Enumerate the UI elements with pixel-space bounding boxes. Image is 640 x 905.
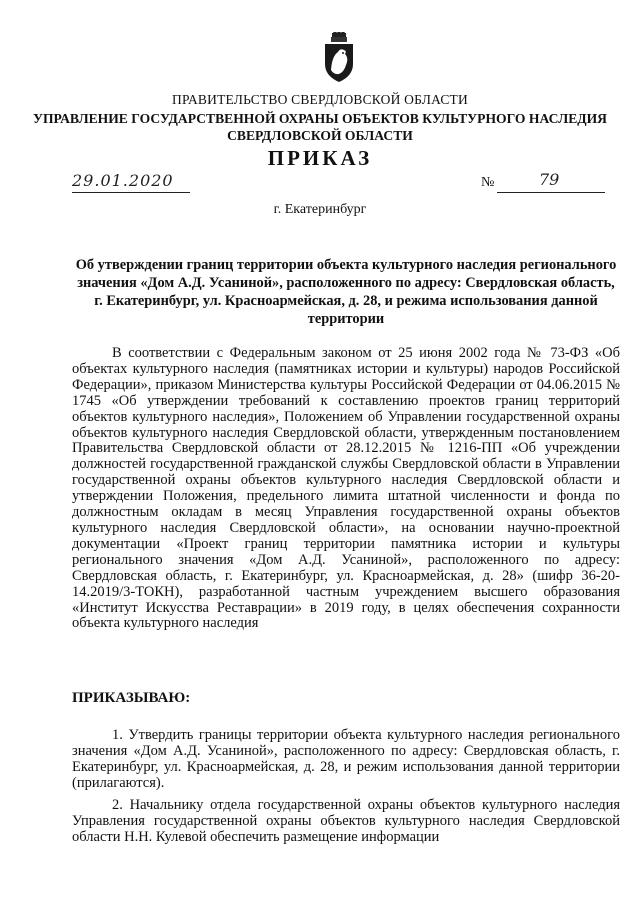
- order-title: Об утверждении границ территории объекта культурного наследия регионального значения «Дом А.Д. Усаниной», расположенного по адресу: Свердловская область, г. Екатеринбург, ул. Красноармейская, д. 28, и режима использования данной территории: [75, 257, 617, 327]
- order-date: 29.01.2020: [72, 171, 174, 190]
- order-number-line: [497, 172, 605, 193]
- order-date-line: [72, 172, 190, 193]
- document-type: ПРИКАЗ: [267, 146, 373, 170]
- preamble: [72, 346, 620, 632]
- order-number: 79: [539, 170, 560, 189]
- number-label: №: [481, 175, 495, 190]
- order-item-2: 2. Начальнику отдела государственной охраны объектов культурного наследия Управления государственной охраны объектов культурного наследия Свердловской области Н.Н. Кулевой обеспечить размещение информации: [72, 797, 620, 845]
- order-item-1: 1. Утвердить границы территории объекта культурного наследия регионального значения «Дом А.Д. Усаниной», расположенного по адресу: Свердловская область, г. Екатеринбург, ул. Красноармейская, д. 28, и режим использования данной территории (прилагаются).: [72, 727, 620, 791]
- coat-of-arms-emblem: [322, 32, 356, 84]
- department-name: УПРАВЛЕНИЕ ГОСУДАРСТВЕННОЙ ОХРАНЫ ОБЪЕКТОВ КУЛЬТУРНОГО НАСЛЕДИЯ СВЕРДЛОВСКОЙ ОБЛАСТИ: [32, 111, 608, 143]
- order-items: [72, 727, 620, 851]
- city: г. Екатеринбург: [273, 202, 367, 217]
- government-name: ПРАВИТЕЛЬСТВО СВЕРДЛОВСКОЙ ОБЛАСТИ: [172, 92, 468, 107]
- order-word: ПРИКАЗЫВАЮ:: [72, 690, 191, 706]
- preamble-text: В соответствии с Федеральным законом от 25 июня 2002 года № 73-ФЗ «Об объектах культурного наследия (памятниках истории и культуры) народов Российской Федерации», приказом Министерства культуры Российской Федерации от 04.06.2015 № 1745 «Об утверждении требований к составлению проектов границ территорий объектов культурного наследия», Положением об Управлении государственной охраны объектов культурного наследия Свердловской области, утвержденным постановлением Правительства Свердловской области от 28.12.2015 № 1216-ПП «Об учреждении должностей государственной гражданской службы Свердловской области в Управлении государственной охраны объектов культурного наследия Свердловской области и утверждении Положения, предельного лимита штатной численности и фонда по должностным окладам в месяц Управления государственной охраны объектов культурного наследия Свердловской области», на основании научно-проектной документации «Проект границ территории памятника истории и культуры регионального значения «Дом А.Д. Усаниной», расположенного по адресу: Свердловская область, г. Екатеринбург, ул. Красноармейская, д. 28» (шифр 36-20-14.2019/3-ТОКН), разработанной частным учреждением высшего образования «Институт Искусства Реставрации» в 2019 году, в целях обеспечения сохранности объекта культурного наследия: [72, 345, 620, 632]
